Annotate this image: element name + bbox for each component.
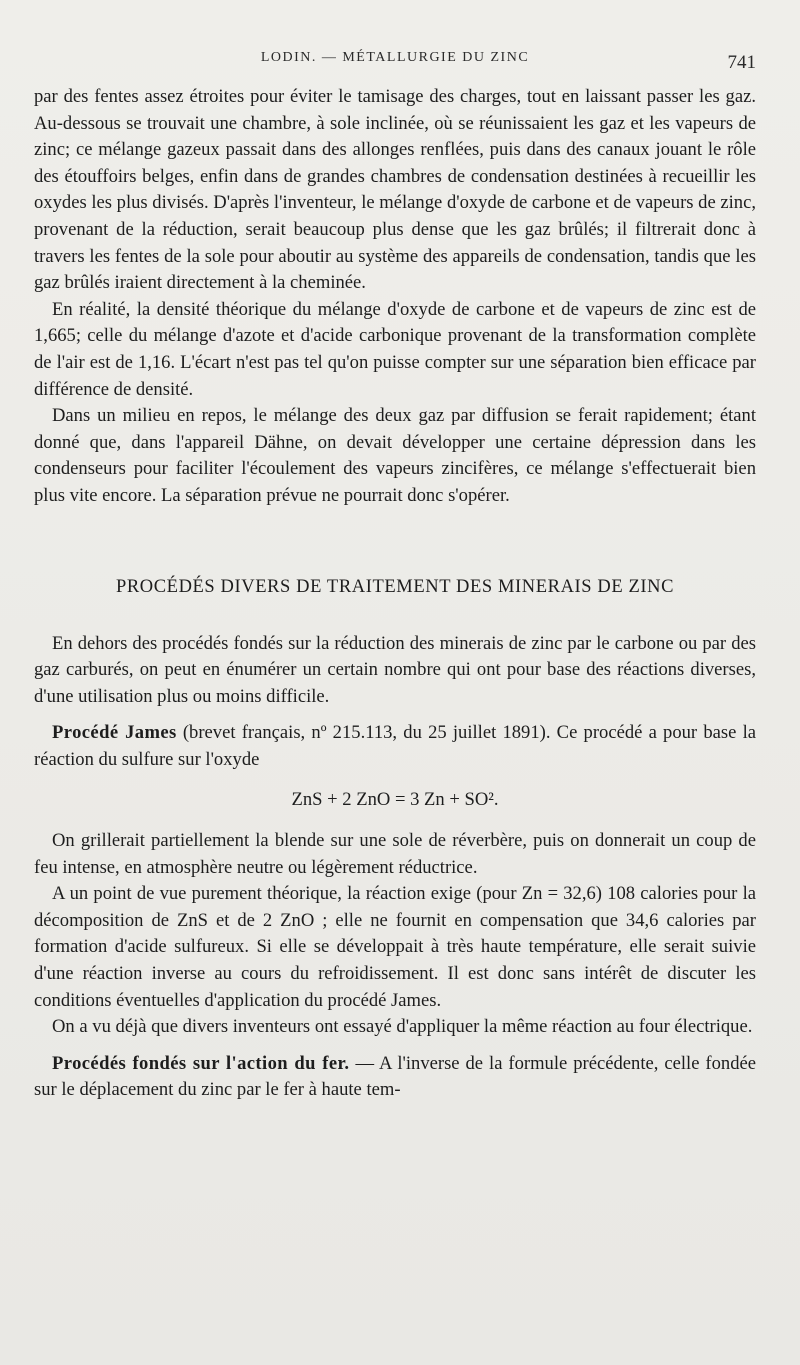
- paragraph-inventors: On a vu déjà que divers inventeurs ont essayé d'appliquer la même réaction au four électrique.: [52, 1016, 753, 1038]
- paragraph-diffusion: Dans un milieu en repos, le mélange des deux gaz par diffusion se ferait rapidement; étant donné que, dans l'appareil Dähne, on devait développer une certaine dépression dans les condenseurs pour faciliter l'écoulement des vapeurs zincifères, ce mélange s'effectuerait bien plus vite encore. La séparation prévue ne pourrait donc s'opérer.: [34, 405, 756, 506]
- run-in-heading-james: Procédé James: [52, 722, 177, 744]
- fer-text: — A l'inverse de la formule précédente, celle fondée sur le déplacement du zinc par le fer à haute tem-: [34, 1052, 756, 1101]
- run-in-heading-fer: Procédés fondés sur l'action du fer.: [52, 1052, 350, 1074]
- page-number: 741: [727, 52, 756, 73]
- chemical-equation: ZnS + 2 ZnO = 3 Zn + SO².: [291, 789, 499, 811]
- paragraph-grillage: On grillerait partiellement la blende sur une sole de réverbère, puis on donnerait un coup de feu intense, en atmosphère neutre ou légèrement réductrice.: [34, 830, 756, 878]
- paragraph-continued: par des fentes assez étroites pour éviter le tamisage des charges, tout en laissant passer les gaz. Au-dessous se trouvait une chambre, à sole inclinée, où se réunissaient les gaz et les vapeurs de zinc; ce mélange gazeux passait dans des allonges renflées, puis dans des canaux jouant le rôle des étouffoirs belges, enfin dans de grandes chambres de condensation destinées à recueillir les oxydes les plus divisés. D'après l'inventeur, le mélange d'oxyde de carbone et de vapeurs de zinc, provenant de la réduction, serait beaucoup plus dense que les gaz brûlés; il filtrerait donc à travers les fentes de la sole pour aboutir au système des appareils de condensation, tandis que les gaz brûlés iraient directement à la cheminée.: [34, 86, 756, 294]
- paragraph-intro: En dehors des procédés fondés sur la réduction des minerais de zinc par le carbone ou par des gaz carburés, on peut en énumérer un certain nombre qui ont pour base des réactions diverses, d'une utilisation plus ou moins difficile.: [34, 632, 756, 707]
- james-text: (brevet français, nº 215.113, du 25 juillet 1891). Ce procédé a pour base la réaction du sulfure sur l'oxyde: [34, 722, 756, 770]
- paragraph-procede-james: [34, 720, 756, 773]
- paragraph-theory: A un point de vue purement théorique, la réaction exige (pour Zn = 32,6) 108 calories pour la décomposition de ZnS et de 2 ZnO ; elle ne fournit en compensation que 34,6 calories par formation d'acide sulfureux. Si elle se développait à très haute température, elle serait suivie d'une réaction inverse au cours du refroidissement. Il est donc sans intérêt de discuter les conditions éventuelles d'application du procédé James.: [34, 883, 756, 1011]
- paragraph-procedes-fer: [34, 1051, 756, 1104]
- running-head: [34, 46, 756, 73]
- paragraph-density: En réalité, la densité théorique du mélange d'oxyde de carbone et de vapeurs de zinc est de 1,665; celle du mélange d'azote et d'acide carbonique provenant de la transformation complète de l'air est de 1,16. L'écart n'est pas tel qu'on puisse compter sur une séparation bien efficace par différence de densité.: [34, 298, 756, 400]
- section-heading: PROCÉDÉS DIVERS DE TRAITEMENT DES MINERAIS DE ZINC: [115, 576, 675, 597]
- running-title: LODIN. — MÉTALLURGIE DU ZINC: [260, 50, 530, 65]
